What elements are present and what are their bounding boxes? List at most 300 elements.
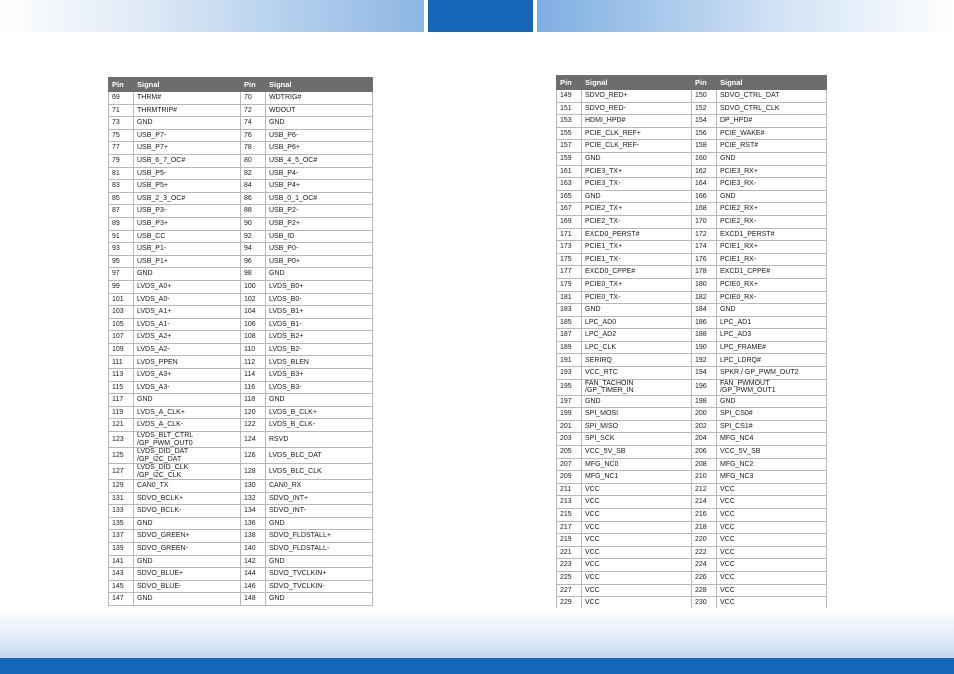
signal-name: VCC	[582, 496, 692, 509]
pin-number: 144	[241, 568, 266, 581]
table-row	[557, 215, 827, 228]
signal-name: PCIE2_RX+	[717, 203, 827, 216]
signal-name: HDMI_HPD#	[582, 115, 692, 128]
signal-name: VCC	[717, 597, 827, 610]
signal-name: VCC	[582, 597, 692, 610]
pin-number: 186	[692, 316, 717, 329]
pin-number: 76	[241, 129, 266, 142]
pin-number: 196	[692, 379, 717, 395]
pin-number: 193	[557, 367, 582, 380]
pin-number: 181	[557, 291, 582, 304]
signal-name: LPC_AD1	[717, 316, 827, 329]
signal-name: LVDS_A0+	[134, 280, 241, 293]
signal-name: VCC	[717, 496, 827, 509]
signal-name: EXCD0_PERST#	[582, 228, 692, 241]
table-row	[557, 471, 827, 484]
signal-name: LPC_AD3	[717, 329, 827, 342]
pin-number: 116	[241, 381, 266, 394]
header-pin: Pin	[557, 76, 582, 90]
header-pin: Pin	[241, 78, 266, 92]
signal-name: USB_P4-	[266, 167, 373, 180]
pin-number: 157	[557, 140, 582, 153]
table-row	[557, 102, 827, 115]
footer-band-gradient	[0, 608, 954, 658]
signal-name: SDVO_GREEN-	[134, 543, 241, 556]
pin-number: 163	[557, 178, 582, 191]
pin-number: 201	[557, 420, 582, 433]
signal-name: PCIE0_RX-	[717, 291, 827, 304]
table-row	[109, 230, 373, 243]
pin-number: 209	[557, 471, 582, 484]
pin-number: 220	[692, 534, 717, 547]
pin-table-right	[556, 75, 827, 610]
signal-name: GND	[717, 190, 827, 203]
pin-number: 174	[692, 241, 717, 254]
pin-number: 202	[692, 420, 717, 433]
signal-name: FAN_PWMOUT /GP_PWM_OUT1	[717, 379, 827, 395]
signal-name: MFG_NC1	[582, 471, 692, 484]
pin-number: 178	[692, 266, 717, 279]
pin-number: 184	[692, 304, 717, 317]
pin-number: 101	[109, 293, 134, 306]
signal-name: USB_4_5_OC#	[266, 154, 373, 167]
pin-number: 119	[109, 406, 134, 419]
pin-number: 115	[109, 381, 134, 394]
pin-number: 227	[557, 584, 582, 597]
pin-number: 148	[241, 593, 266, 606]
pin-number: 154	[692, 115, 717, 128]
signal-name: MFG_NC4	[717, 433, 827, 446]
signal-name: GND	[582, 152, 692, 165]
table-row	[109, 505, 373, 518]
pin-number: 183	[557, 304, 582, 317]
signal-name: SPI_SCK	[582, 433, 692, 446]
pin-number: 229	[557, 597, 582, 610]
signal-name: VCC	[582, 509, 692, 522]
table-row	[109, 92, 373, 105]
table-row	[109, 142, 373, 155]
pin-number: 97	[109, 268, 134, 281]
table-row	[109, 217, 373, 230]
table-row	[109, 517, 373, 530]
signal-name: GND	[717, 152, 827, 165]
pin-number: 173	[557, 241, 582, 254]
pin-number: 80	[241, 154, 266, 167]
table-header-row	[109, 78, 373, 92]
pin-number: 179	[557, 278, 582, 291]
signal-name: LPC_FRAME#	[717, 341, 827, 354]
signal-name: EXCD1_PERST#	[717, 228, 827, 241]
signal-name: LVDS_A_CLK+	[134, 406, 241, 419]
header-pin: Pin	[109, 78, 134, 92]
table-row	[109, 117, 373, 130]
signal-name: VCC	[717, 546, 827, 559]
pin-number: 136	[241, 517, 266, 530]
signal-name: USB_P1-	[134, 243, 241, 256]
pin-number: 141	[109, 555, 134, 568]
pin-number: 190	[692, 341, 717, 354]
pin-number: 197	[557, 395, 582, 408]
table-row	[557, 458, 827, 471]
signal-name: GND	[134, 517, 241, 530]
table-row	[557, 329, 827, 342]
table-row	[109, 192, 373, 205]
table-header-row	[557, 76, 827, 90]
table-row	[109, 448, 373, 464]
signal-name: PCIE_CLK_REF+	[582, 127, 692, 140]
signal-name: USB_6_7_OC#	[134, 154, 241, 167]
pin-number: 155	[557, 127, 582, 140]
signal-name: GND	[266, 268, 373, 281]
signal-name: SDVO_TVCLKIN-	[266, 580, 373, 593]
table-row	[109, 593, 373, 606]
pin-number: 230	[692, 597, 717, 610]
table-row	[109, 129, 373, 142]
pin-number: 114	[241, 369, 266, 382]
pin-number: 139	[109, 543, 134, 556]
signal-name: SPI_CS1#	[717, 420, 827, 433]
table-row	[557, 420, 827, 433]
signal-name: CAN0_TX	[134, 480, 241, 493]
table-row	[557, 203, 827, 216]
signal-name: LVDS_BLEN	[266, 356, 373, 369]
table-row	[557, 316, 827, 329]
signal-name: LPC_LDRQ#	[717, 354, 827, 367]
signal-name: GND	[266, 517, 373, 530]
signal-name: GND	[717, 304, 827, 317]
signal-name: VCC_RTC	[582, 367, 692, 380]
signal-name: USB_0_1_OC#	[266, 192, 373, 205]
pin-number: 107	[109, 331, 134, 344]
pin-number: 226	[692, 571, 717, 584]
signal-name: SDVO_TVCLKIN+	[266, 568, 373, 581]
pin-number: 215	[557, 509, 582, 522]
header-signal: Signal	[582, 76, 692, 90]
signal-name: GND	[134, 593, 241, 606]
table-row	[557, 127, 827, 140]
table-row	[109, 492, 373, 505]
signal-name: SPI_MOSI	[582, 408, 692, 421]
signal-name: LVDS_A1+	[134, 306, 241, 319]
pin-table-body-right	[557, 90, 827, 610]
signal-name: VCC	[582, 559, 692, 572]
signal-name: GND	[134, 394, 241, 407]
pin-number: 111	[109, 356, 134, 369]
table-row	[557, 496, 827, 509]
table-row	[557, 115, 827, 128]
table-row	[557, 152, 827, 165]
pin-number: 125	[109, 448, 134, 464]
pin-number: 105	[109, 318, 134, 331]
table-row	[557, 278, 827, 291]
pin-number: 169	[557, 215, 582, 228]
header-band-center	[428, 0, 533, 32]
pin-number: 128	[241, 464, 266, 480]
pin-number: 188	[692, 329, 717, 342]
pin-number: 77	[109, 142, 134, 155]
signal-name: SDVO_RED+	[582, 90, 692, 103]
signal-name: VCC	[582, 546, 692, 559]
pin-number: 228	[692, 584, 717, 597]
signal-name: SDVO_GREEN+	[134, 530, 241, 543]
signal-name: MFG_NC0	[582, 458, 692, 471]
pin-number: 118	[241, 394, 266, 407]
signal-name: PCIE1_TX-	[582, 253, 692, 266]
table-row	[109, 555, 373, 568]
pin-number: 192	[692, 354, 717, 367]
signal-name: LVDS_B1+	[266, 306, 373, 319]
pin-number: 162	[692, 165, 717, 178]
signal-name: LPC_CLK	[582, 341, 692, 354]
signal-name: GND	[134, 117, 241, 130]
pin-number: 140	[241, 543, 266, 556]
table-row	[109, 280, 373, 293]
pin-number: 106	[241, 318, 266, 331]
table-row	[557, 546, 827, 559]
pin-number: 82	[241, 167, 266, 180]
signal-name: USB_P0+	[266, 255, 373, 268]
pin-table-body-left	[109, 92, 373, 606]
signal-name: LVDS_BLC_CLK	[266, 464, 373, 480]
pin-number: 185	[557, 316, 582, 329]
signal-name: SDVO_FLDSTALL+	[266, 530, 373, 543]
signal-name: WDOUT	[266, 104, 373, 117]
footer-band	[0, 658, 954, 674]
table-row	[557, 228, 827, 241]
pin-number: 79	[109, 154, 134, 167]
pin-number: 212	[692, 483, 717, 496]
pin-number: 208	[692, 458, 717, 471]
signal-name: PCIE1_RX+	[717, 241, 827, 254]
signal-name: SDVO_BCLK+	[134, 492, 241, 505]
signal-name: PCIE_CLK_REF-	[582, 140, 692, 153]
pin-number: 131	[109, 492, 134, 505]
table-row	[557, 571, 827, 584]
pin-number: 87	[109, 205, 134, 218]
pin-number: 133	[109, 505, 134, 518]
signal-name: LVDS_B0-	[266, 293, 373, 306]
signal-name: PCIE3_RX+	[717, 165, 827, 178]
signal-name: PCIE0_TX+	[582, 278, 692, 291]
signal-name: LVDS_A0-	[134, 293, 241, 306]
table-row	[557, 367, 827, 380]
pin-number: 167	[557, 203, 582, 216]
pin-number: 71	[109, 104, 134, 117]
signal-name: LVDS_BLC_DAT	[266, 448, 373, 464]
pin-number: 103	[109, 306, 134, 319]
table-row	[557, 190, 827, 203]
signal-name: PCIE_RST#	[717, 140, 827, 153]
pin-number: 177	[557, 266, 582, 279]
table-row	[109, 255, 373, 268]
signal-name: SERIRQ	[582, 354, 692, 367]
pin-number: 122	[241, 419, 266, 432]
table-row	[557, 483, 827, 496]
signal-name: PCIE0_RX+	[717, 278, 827, 291]
pin-number: 205	[557, 446, 582, 459]
signal-name: EXCD0_CPPE#	[582, 266, 692, 279]
pin-number: 90	[241, 217, 266, 230]
table-row	[109, 381, 373, 394]
signal-name: LVDS_A1-	[134, 318, 241, 331]
table-row	[109, 104, 373, 117]
pin-number: 213	[557, 496, 582, 509]
pin-number: 180	[692, 278, 717, 291]
pin-number: 78	[241, 142, 266, 155]
signal-name: PCIE2_TX+	[582, 203, 692, 216]
signal-name: PCIE3_TX+	[582, 165, 692, 178]
signal-name: USB_P5+	[134, 180, 241, 193]
pin-number: 189	[557, 341, 582, 354]
pin-number: 123	[109, 432, 134, 448]
pin-number: 158	[692, 140, 717, 153]
table-row	[557, 509, 827, 522]
pin-number: 74	[241, 117, 266, 130]
pin-number: 99	[109, 280, 134, 293]
pin-number: 126	[241, 448, 266, 464]
signal-name: USB_P0-	[266, 243, 373, 256]
table-row	[109, 306, 373, 319]
pin-number: 142	[241, 555, 266, 568]
table-row	[109, 243, 373, 256]
pin-number: 147	[109, 593, 134, 606]
signal-name: LVDS_A2-	[134, 343, 241, 356]
table-row	[557, 241, 827, 254]
signal-name: GND	[266, 394, 373, 407]
signal-name: SDVO_BLUE-	[134, 580, 241, 593]
pin-number: 91	[109, 230, 134, 243]
table-row	[109, 268, 373, 281]
signal-name: LVDS_B2+	[266, 331, 373, 344]
pin-number: 171	[557, 228, 582, 241]
table-row	[557, 584, 827, 597]
signal-name: USB_P2-	[266, 205, 373, 218]
table-row	[109, 580, 373, 593]
signal-name: VCC_5V_SB	[717, 446, 827, 459]
signal-name: VCC	[717, 534, 827, 547]
pin-number: 73	[109, 117, 134, 130]
table-row	[557, 304, 827, 317]
table-row	[557, 534, 827, 547]
signal-name: PCIE2_TX-	[582, 215, 692, 228]
table-row	[109, 356, 373, 369]
pin-number: 198	[692, 395, 717, 408]
pin-number: 109	[109, 343, 134, 356]
table-row	[109, 406, 373, 419]
signal-name: GND	[134, 268, 241, 281]
pin-number: 161	[557, 165, 582, 178]
pin-number: 164	[692, 178, 717, 191]
signal-name: FAN_TACHOIN /GP_TIMER_IN	[582, 379, 692, 395]
signal-name: USB_CC	[134, 230, 241, 243]
signal-name: PCIE0_TX-	[582, 291, 692, 304]
table-row	[109, 293, 373, 306]
pin-number: 89	[109, 217, 134, 230]
signal-name: LVDS_B0+	[266, 280, 373, 293]
table-row	[557, 521, 827, 534]
table-row	[557, 354, 827, 367]
pin-number: 69	[109, 92, 134, 105]
signal-name: LVDS_A3+	[134, 369, 241, 382]
signal-name: USB_P6+	[266, 142, 373, 155]
pin-number: 134	[241, 505, 266, 518]
pin-number: 75	[109, 129, 134, 142]
pin-number: 204	[692, 433, 717, 446]
pin-number: 113	[109, 369, 134, 382]
pin-number: 121	[109, 419, 134, 432]
signal-name: EXCD1_CPPE#	[717, 266, 827, 279]
signal-name: USB_2_3_OC#	[134, 192, 241, 205]
pin-number: 156	[692, 127, 717, 140]
table-row	[109, 480, 373, 493]
pin-number: 224	[692, 559, 717, 572]
signal-name: LVDS_B2-	[266, 343, 373, 356]
signal-name: SDVO_BCLK-	[134, 505, 241, 518]
signal-name: MFG_NC3	[717, 471, 827, 484]
signal-name: LVDS_BLT_CTRL /GP_PWM_OUT0	[134, 432, 241, 448]
pin-number: 127	[109, 464, 134, 480]
signal-name: VCC	[717, 521, 827, 534]
table-row	[557, 433, 827, 446]
table-row	[557, 408, 827, 421]
pin-number: 203	[557, 433, 582, 446]
pin-number: 146	[241, 580, 266, 593]
signal-name: LVDS_B1-	[266, 318, 373, 331]
pin-number: 222	[692, 546, 717, 559]
table-row	[557, 165, 827, 178]
pin-number: 182	[692, 291, 717, 304]
pin-number: 81	[109, 167, 134, 180]
pin-number: 124	[241, 432, 266, 448]
signal-name: USB_P3-	[134, 205, 241, 218]
signal-name: PCIE1_TX+	[582, 241, 692, 254]
pin-number: 176	[692, 253, 717, 266]
table-row	[557, 446, 827, 459]
table-row	[109, 369, 373, 382]
pin-number: 206	[692, 446, 717, 459]
table-row	[557, 90, 827, 103]
signal-name: VCC	[582, 534, 692, 547]
table-row	[557, 379, 827, 395]
pin-number: 83	[109, 180, 134, 193]
signal-name: VCC	[582, 521, 692, 534]
pin-number: 160	[692, 152, 717, 165]
signal-name: CAN0_RX	[266, 480, 373, 493]
table-row	[557, 266, 827, 279]
signal-name: LVDS_A3-	[134, 381, 241, 394]
pin-number: 153	[557, 115, 582, 128]
table-row	[109, 167, 373, 180]
signal-name: VCC	[717, 483, 827, 496]
pin-number: 152	[692, 102, 717, 115]
signal-name: VCC	[717, 571, 827, 584]
pin-number: 102	[241, 293, 266, 306]
signal-name: LVDS_B_CLK-	[266, 419, 373, 432]
pin-number: 194	[692, 367, 717, 380]
table-row	[109, 432, 373, 448]
pin-number: 108	[241, 331, 266, 344]
signal-name: USB_P6-	[266, 129, 373, 142]
pin-number: 110	[241, 343, 266, 356]
signal-name: LVDS_A_CLK-	[134, 419, 241, 432]
pin-number: 95	[109, 255, 134, 268]
signal-name: VCC	[717, 559, 827, 572]
pin-number: 100	[241, 280, 266, 293]
table-row	[109, 331, 373, 344]
signal-name: THRMTRIP#	[134, 104, 241, 117]
pin-number: 120	[241, 406, 266, 419]
signal-name: PCIE2_RX-	[717, 215, 827, 228]
